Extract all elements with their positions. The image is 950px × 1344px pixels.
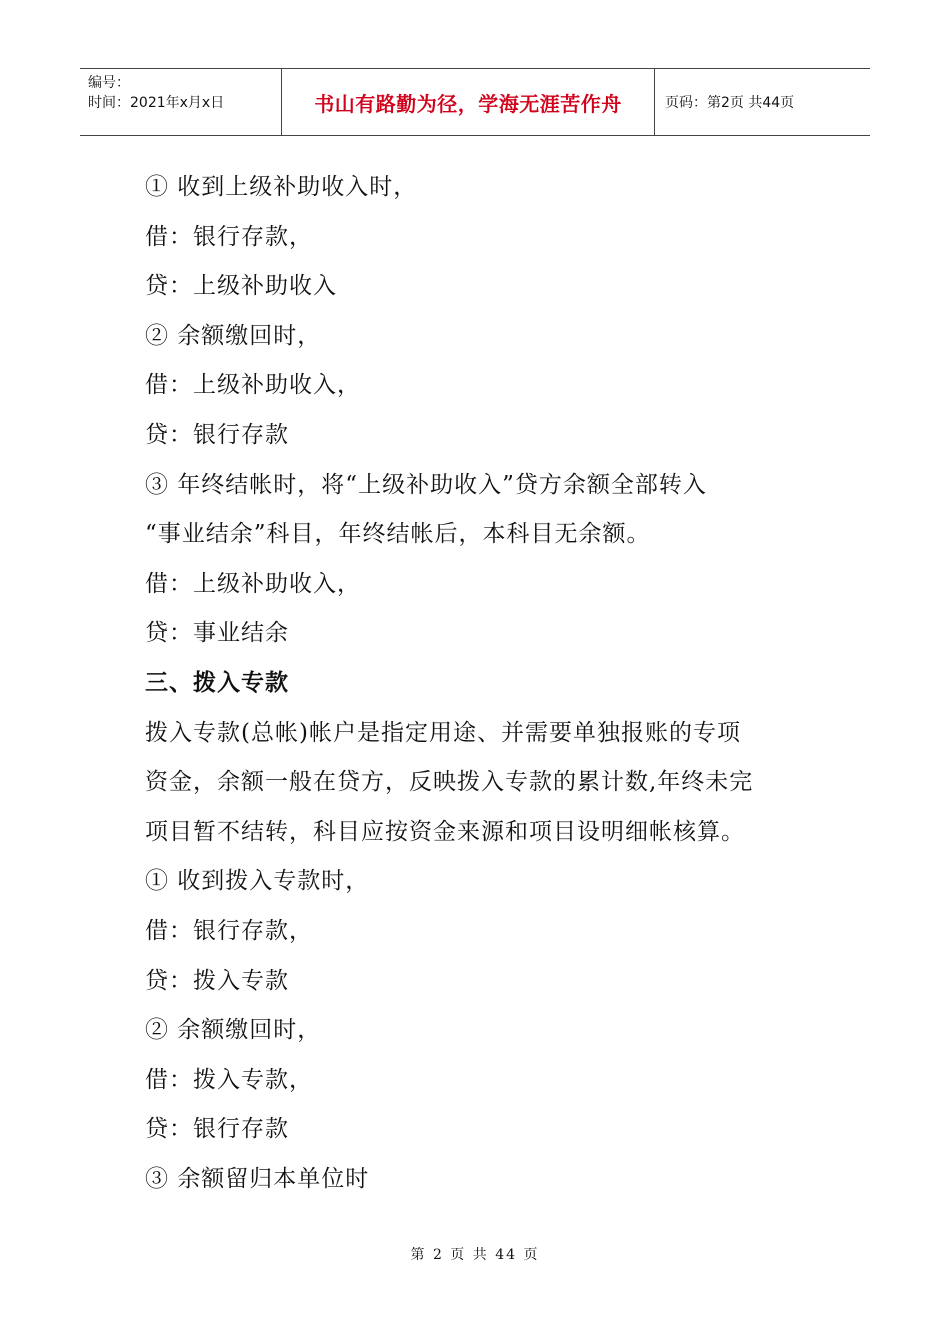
- body-line: 贷：银行存款: [145, 421, 289, 448]
- document-body: [145, 163, 825, 1204]
- body-line: 借：上级补助收入，: [145, 570, 361, 597]
- body-line: 拨入专款(总帐)帐户是指定用途、并需要单独报账的专项: [145, 719, 741, 746]
- body-line: 贷：上级补助收入: [145, 273, 337, 300]
- body-line: 资金，余额一般在贷方，反映拨入专款的累计数,年终未完: [145, 769, 754, 796]
- body-line: ① 收到上级补助收入时，: [145, 174, 418, 200]
- body-line: 项目暂不结转，科目应按资金来源和项目设明细帐核算。: [145, 818, 745, 845]
- body-line: 借：银行存款，: [145, 917, 313, 944]
- header-motto: 书山有路勤为径，学海无涯苦作舟: [282, 69, 655, 135]
- body-line: 借：拨入专款，: [145, 1066, 313, 1093]
- body-line: ① 收到拨入专款时，: [145, 868, 370, 895]
- body-line: ③ 年终结帐时，将“上级补助收入”贷方余额全部转入: [145, 471, 707, 498]
- document-time-label: 时间：2021年x月x日: [88, 95, 225, 111]
- body-line: 贷：拨入专款: [145, 967, 289, 994]
- header-meta: [80, 69, 282, 135]
- body-line: 借：银行存款，: [145, 223, 313, 250]
- body-line: ② 余额缴回时，: [145, 1017, 322, 1044]
- page-header: [80, 68, 870, 136]
- body-line: ② 余额缴回时，: [145, 322, 322, 349]
- body-line: “事业结余”科目，年终结帐后，本科目无余额。: [145, 521, 651, 548]
- page-footer: 第 2 页 共 44 页: [410, 1247, 540, 1263]
- body-line: 贷：事业结余: [145, 620, 289, 647]
- header-page-info: 页码：第2页 共44页: [665, 95, 795, 111]
- section-heading: 三、拨入专款: [145, 669, 289, 696]
- document-number-label: 编号：: [88, 75, 130, 91]
- body-line: ③ 余额留归本单位时: [145, 1165, 370, 1192]
- body-line: 借：上级补助收入，: [145, 372, 361, 399]
- body-line: 贷：银行存款: [145, 1116, 289, 1143]
